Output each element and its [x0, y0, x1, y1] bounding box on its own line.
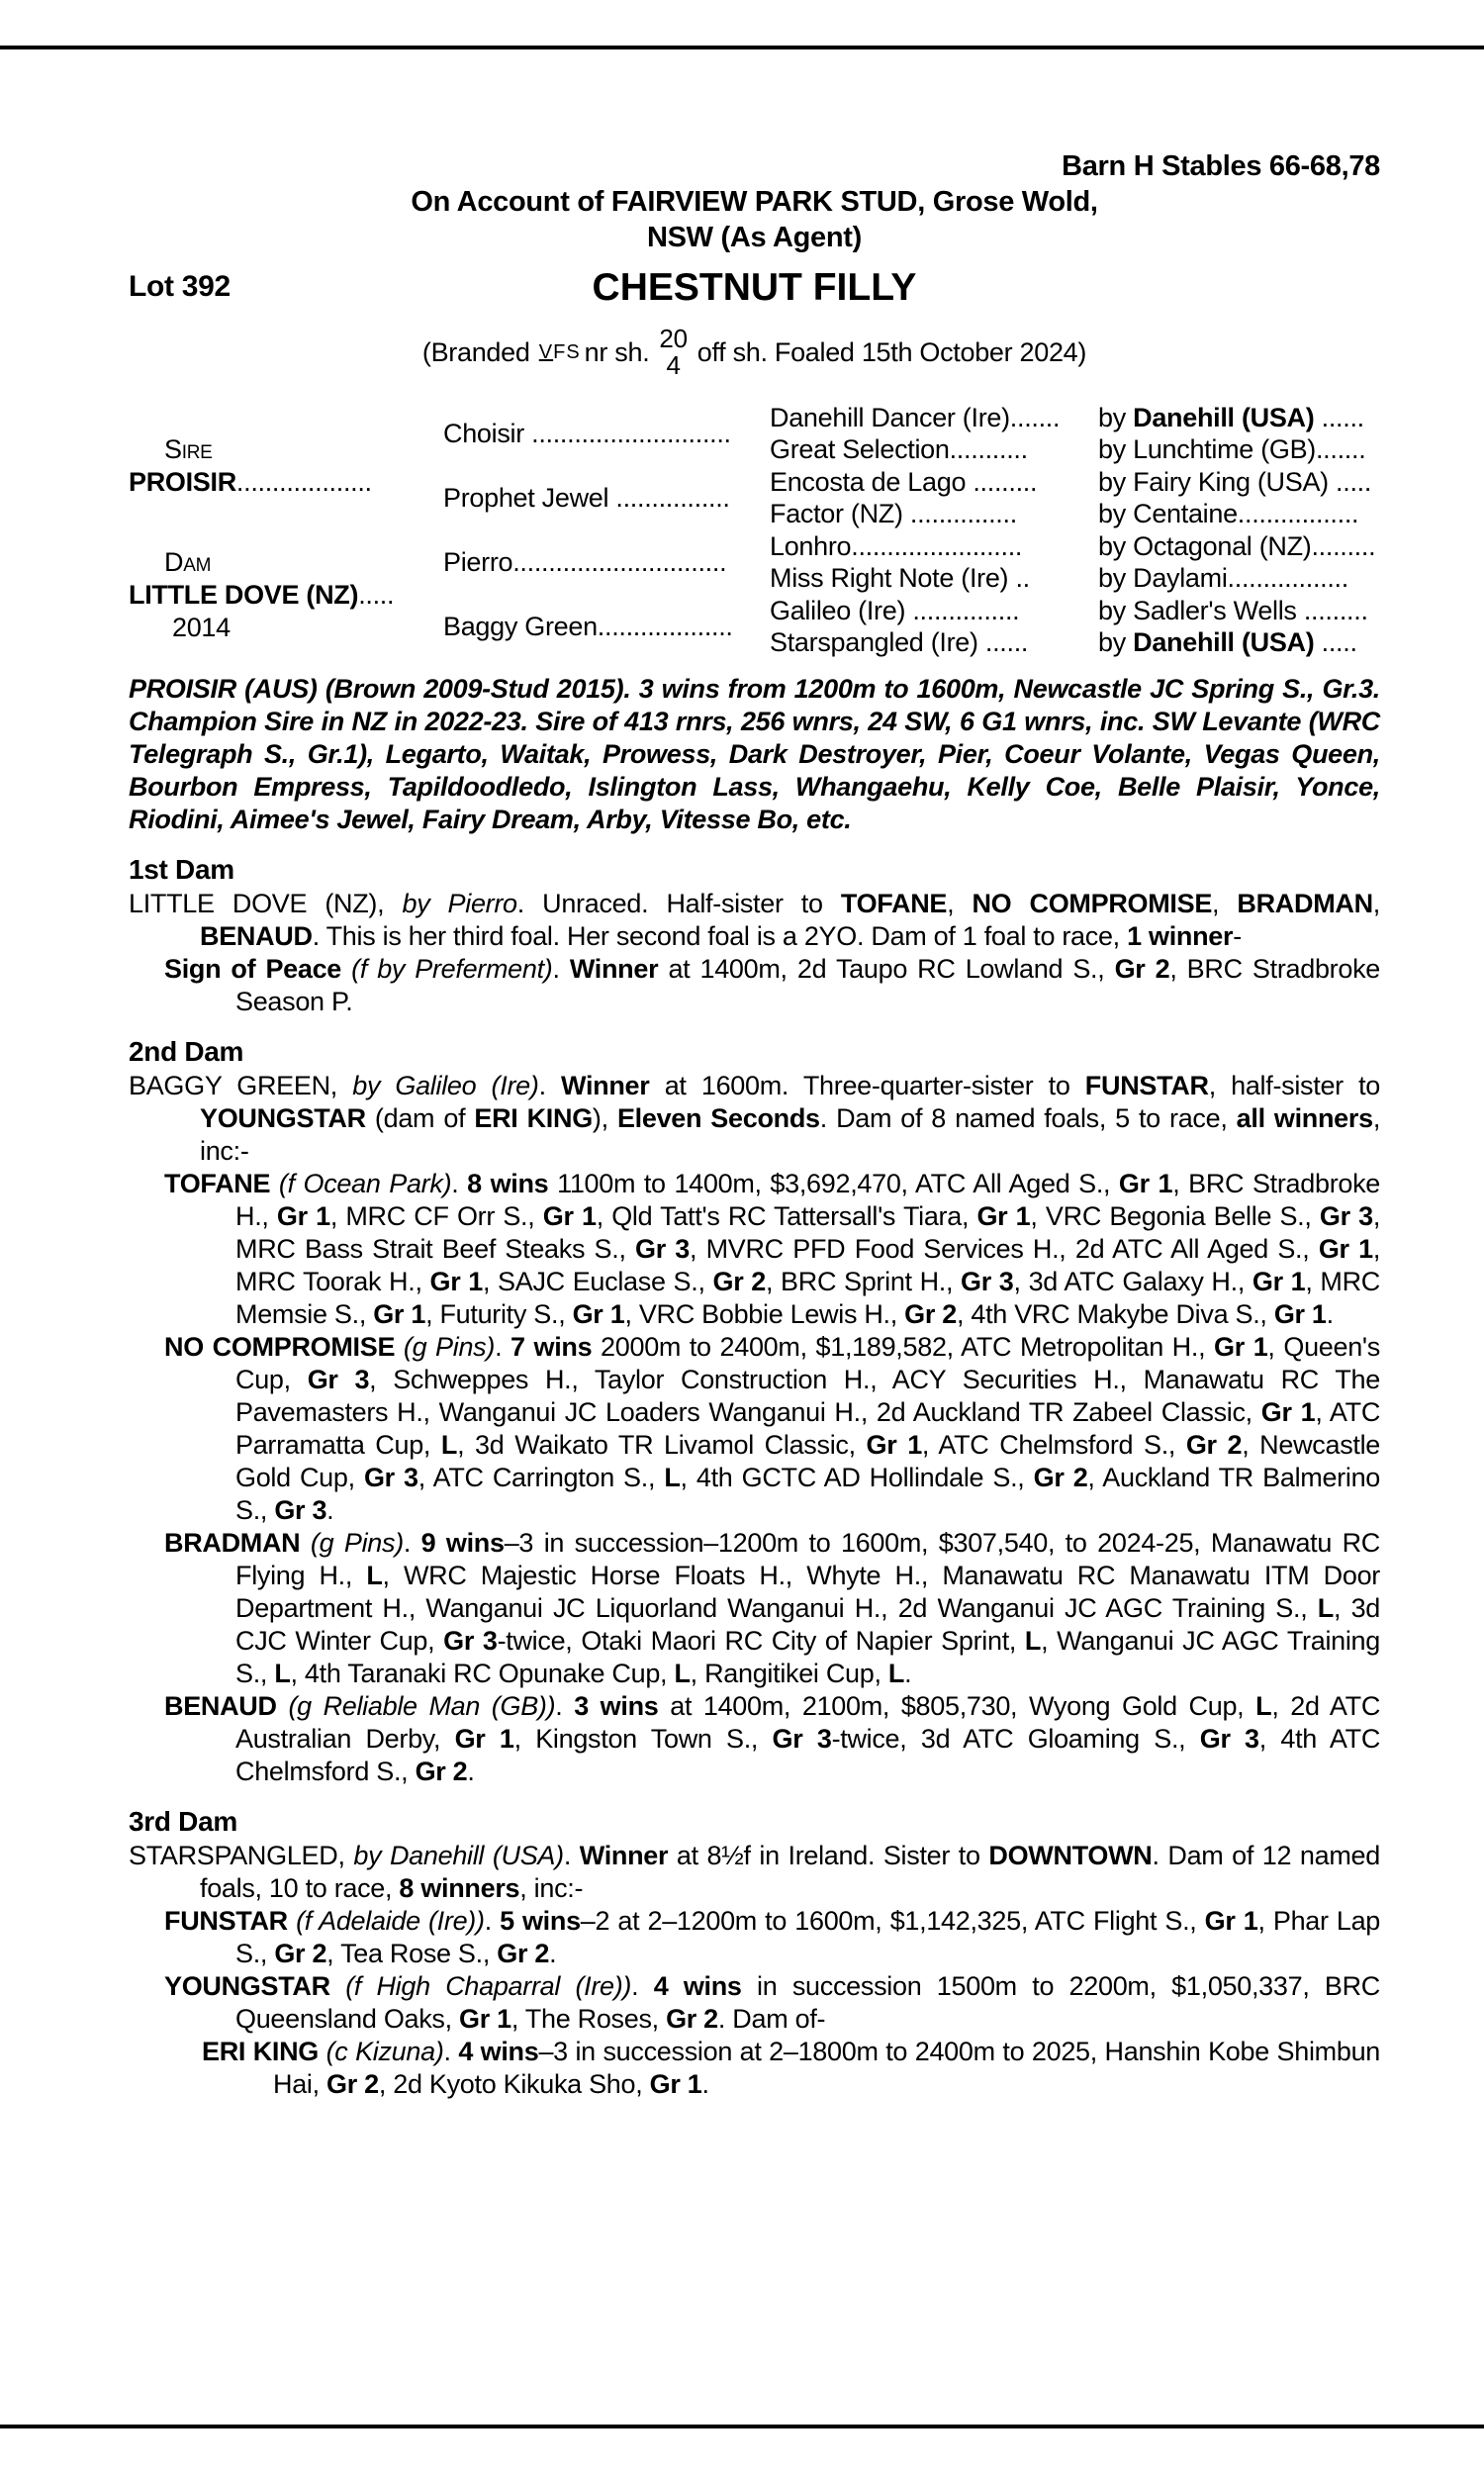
pedigree-gen4-row3: by Fairy King (USA) .....: [1098, 466, 1372, 497]
pedigree-gen4-row5: by Octagonal (NZ).........: [1098, 530, 1376, 561]
consignor-line-1: On Account of FAIRVIEW PARK STUD, Grose Wold,: [411, 186, 1098, 218]
pedigree-granddam-prophet-jewel: Prophet Jewel ................: [443, 483, 730, 513]
progeny-no-compromise: NO COMPROMISE (g Pins). 7 wins 2000m to 2400m, $1,189,582, ATC Metropolitan H., Gr 1, Queen's Cup, Gr 3, Schweppes H., Taylor Construction H., ACY Securities H., Manawatu RC The Pavemasters H., Wanganui JC Loaders Wanganui H., 2d Auckland TR Zabeel Classic, Gr 1, ATC Parramatta Cup, L, 3d Waikato TR Livamol Classic, Gr 1, ATC Chelmsford S., Gr 2, Newcastle Gold Cup, Gr 3, ATC Carrington S., L, 4th GCTC AD Hollindale S., Gr 2, Auckland TR Balmerino S., Gr 3.: [164, 1332, 1381, 1525]
pedigree-gen3-row4: Factor (NZ) ...............: [770, 499, 1017, 529]
second-dam-text: BAGGY GREEN, by Galileo (Ire). Winner at 1600m. Three-quarter-sister to FUNSTAR, half-sister to YOUNGSTAR (dam of ERI KING), Eleven Seconds. Dam of 8 named foals, 5 to race, all winners, inc:-: [129, 1071, 1381, 1166]
brand-year-bottom: 4: [666, 350, 681, 380]
progeny-sign-of-peace: Sign of Peace (f by Preferment). Winner at 1400m, 2d Taupo RC Lowland S., Gr 2, BRC Stradbroke Season P.: [164, 954, 1380, 1016]
dam-name: LITTLE DOVE (NZ): [129, 579, 359, 610]
pedigree-gen4-row6: by Daylami.................: [1098, 563, 1348, 594]
section-first-dam: [129, 852, 1380, 1018]
dam-label: Dam: [164, 546, 212, 577]
brand-mid: nr sh.: [584, 336, 650, 367]
dam-name-line: [129, 579, 443, 612]
third-dam-heading: 3rd Dam: [129, 1806, 237, 1837]
pedigree-gen3-row7: Galileo (Ire) ...............: [770, 595, 1020, 625]
section-third-dam: [129, 1804, 1380, 2101]
progeny-benaud: BENAUD (g Reliable Man (GB)). 3 wins at 1400m, 2100m, $805,730, Wyong Gold Cup, L, 2d ATC Australian Derby, Gr 1, Kingston Town S., Gr 3-twice, 3d ATC Gloaming S., Gr 3, 4th ATC Chelmsford S., Gr 2.: [164, 1691, 1381, 1786]
brand-mark: VFS: [538, 340, 581, 363]
pedigree-grandsire-choisir: Choisir ............................: [443, 419, 731, 448]
sire-label: Sire: [164, 434, 213, 464]
pedigree-gen4-row8: by Danehill (USA) .....: [1098, 627, 1357, 658]
pedigree-gen4-row1: by Danehill (USA) ......: [1098, 402, 1364, 432]
first-dam-heading: 1st Dam: [129, 854, 234, 885]
brand-year-top: 20: [659, 324, 688, 353]
progeny-youngstar: YOUNGSTAR (f High Chaparral (Ire)). 4 wins in succession 1500m to 2200m, $1,050,337, BRC Queensland Oaks, Gr 1, The Roses, Gr 2. Dam of-: [164, 1971, 1381, 2034]
section-second-dam: [129, 1034, 1380, 1788]
bottom-rule: [0, 2425, 1484, 2428]
pedigree-gen4-row2: by Lunchtime (GB).......: [1098, 434, 1366, 465]
brand-year-stack: [659, 326, 687, 379]
lot-number: Lot 392: [129, 270, 231, 303]
sire-name: PROISIR: [129, 467, 236, 497]
progeny-tofane: TOFANE (f Ocean Park). 8 wins 1100m to 1400m, $3,692,470, ATC All Aged S., Gr 1, BRC Stradbroke H., Gr 1, MRC CF Orr S., Gr 1, Qld Tatt's RC Tattersall's Tiara, Gr 1, VRC Begonia Belle S., Gr 3, MRC Bass Strait Beef Steaks S., Gr 3, MVRC PFD Food Services H., 2d ATC All Aged S., Gr 1, MRC Toorak H., Gr 1, SAJC Euclase S., Gr 2, BRC Sprint H., Gr 3, 3d ATC Galaxy H., Gr 1, MRC Memsie S., Gr 1, Futurity S., Gr 1, VRC Bobbie Lewis H., Gr 2, 4th VRC Makybe Diva S., Gr 1.: [164, 1169, 1381, 1329]
page-content: [129, 148, 1380, 2101]
pedigree-gen3-row1: Danehill Dancer (Ire).......: [770, 402, 1061, 432]
pedigree-granddam-baggy-green: Baggy Green...................: [443, 612, 733, 641]
pedigree-gen3-row6: Miss Right Note (Ire) ..: [770, 563, 1030, 594]
pedigree-gen4-row4: by Centaine.................: [1098, 499, 1359, 529]
dam-dots: .....: [358, 579, 395, 610]
top-rule: [0, 46, 1484, 49]
pedigree-gen4-row7: by Sadler's Wells .........: [1098, 595, 1368, 625]
pedigree-dam-block: [129, 546, 443, 644]
sire-summary: PROISIR (AUS) (Brown 2009-Stud 2015). 3 wins from 1200m to 1600m, Newcastle JC Spring S., Gr.3. Champion Sire in NZ in 2022-23. Sire of 413 rnrs, 256 wnrs, 24 SW, 6 G1 wnrs, inc. SW Levante (WRC Telegraph S., Gr.1), Legarto, Waitak, Prowess, Dark Destroyer, Pier, Coeur Volante, Vegas Queen, Bourbon Empress, Tapildoodledo, Islington Lass, Whangaehu, Kelly Coe, Belle Plaisir, Yonce, Riodini, Aimee's Jewel, Fairy Dream, Arby, Vitesse Bo, etc.: [129, 674, 1380, 834]
sire-dots: ...................: [235, 467, 372, 497]
brand-line: [129, 313, 1380, 392]
page-title: CHESTNUT FILLY: [592, 266, 917, 309]
pedigree-gen3-row2: Great Selection...........: [770, 434, 1028, 465]
pedigree-sire-block: [129, 433, 443, 499]
dam-year: 2014: [172, 612, 231, 642]
pedigree-gen3-row5: Lonhro........................: [770, 530, 1023, 561]
second-dam-heading: 2nd Dam: [129, 1036, 244, 1067]
consignor-line-2: NSW (As Agent): [646, 222, 863, 253]
barn-stables-line: Barn H Stables 66-68,78: [1062, 150, 1380, 182]
brand-prefix: (Branded: [421, 336, 530, 367]
pedigree-gen3-row3: Encosta de Lago .........: [770, 466, 1038, 497]
pedigree-table: [129, 402, 1380, 659]
lot-title-row: [129, 263, 1380, 313]
brand-suffix: off sh. Foaled 15th October 2024): [696, 336, 1087, 367]
progeny-funstar: FUNSTAR (f Adelaide (Ire)). 5 wins–2 at 2–1200m to 1600m, $1,142,325, ATC Flight S., Gr 1, Phar Lap S., Gr 2, Tea Rose S., Gr 2.: [164, 1906, 1381, 1968]
third-dam-text: STARSPANGLED, by Danehill (USA). Winner at 8½f in Ireland. Sister to DOWNTOWN. Dam of 12 named foals, 10 to race, 8 winners, inc:-: [129, 1841, 1380, 1903]
progeny-bradman: BRADMAN (g Pins). 9 wins–3 in succession–1200m to 1600m, $307,540, to 2024-25, Manawatu RC Flying H., L, WRC Majestic Horse Floats H., Whyte H., Manawatu RC Manawatu ITM Door Department H., Wanganui JC Liquorland Wanganui H., 2d Wanganui JC AGC Training S., L, 3d CJC Winter Cup, Gr 3-twice, Otaki Maori RC City of Napier Sprint, L, Wanganui JC AGC Training S., L, 4th Taranaki RC Opunake Cup, L, Rangitikei Cup, L.: [164, 1528, 1381, 1688]
progeny-eri-king: ERI KING (c Kizuna). 4 wins–3 in succession at 2–1800m to 2400m to 2025, Hanshin Kobe Shimbun Hai, Gr 2, 2d Kyoto Kikuka Sho, Gr 1.: [202, 2037, 1380, 2099]
pedigree-grandsire-pierro: Pierro..............................: [443, 547, 727, 577]
pedigree-gen3-row8: Starspangled (Ire) ......: [770, 627, 1029, 658]
first-dam-text: LITTLE DOVE (NZ), by Pierro. Unraced. Half-sister to TOFANE, NO COMPROMISE, BRADMAN, BENAUD. This is her third foal. Her second foal is a 2YO. Dam of 1 foal to race, 1 winner-: [129, 889, 1380, 951]
sire-name-line: [129, 466, 443, 499]
